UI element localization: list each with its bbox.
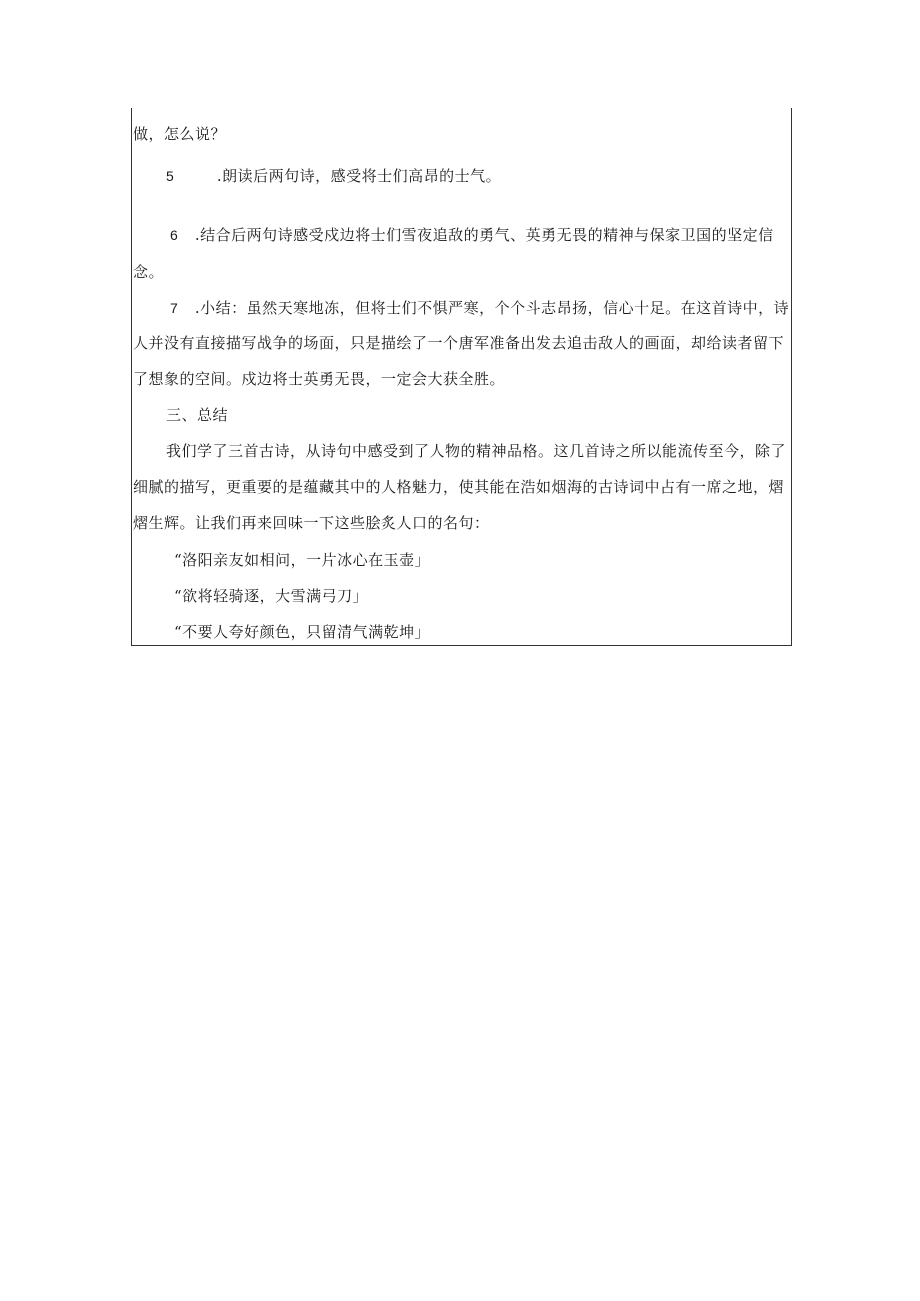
item-6 — [170, 225, 774, 245]
famous-quote-2: “欲将轻骑逐，大雪满弓刀」 — [174, 587, 369, 605]
summary-paragraph-line-1: 我们学了三首古诗，从诗句中感受到了人物的精神品格。这几首诗之所以能流传至今，除了 — [166, 442, 787, 460]
famous-quote-1: “洛阳亲友如相问，一片冰心在玉壶」 — [174, 551, 431, 569]
item-5-number: 5 — [166, 168, 175, 184]
item-6-number: 6 — [170, 227, 179, 243]
summary-paragraph-line-2: 细腻的描写，更重要的是蕴藏其中的人格魅力，使其能在浩如烟海的古诗词中占有一席之地，熠 — [133, 478, 785, 496]
summary-paragraph-line-3: 熠生辉。让我们再来回味一下这些脍炙人口的名句： — [133, 514, 490, 532]
item-6-text: .结合后两句诗感受戍边将士们雪夜追敌的勇气、英勇无畏的精神与保家卫国的坚定信 — [194, 226, 774, 244]
item-7-text: .小结：虽然天寒地冻，但将士们不惧严寒，个个斗志昂扬，信心十足。在这首诗中，诗 — [194, 299, 790, 317]
item-5-text: .朗读后两句诗，感受将士们高昂的士气。 — [216, 167, 502, 185]
section-heading-summary: 三、总结 — [166, 406, 229, 424]
item-7-continued-1: 人并没有直接描写战争的场面，只是描绘了一个唐军准备出发去追击敌人的画面，却给读者留下 — [133, 334, 785, 352]
famous-quote-3: “不要人夸好颜色，只留清气满乾坤」 — [174, 623, 431, 641]
item-7-number: 7 — [170, 300, 179, 316]
item-6-continued: 念。 — [133, 263, 165, 281]
item-7 — [170, 298, 789, 318]
item-7-continued-2: 了想象的空间。戍边将士英勇无畏，一定会大获全胜。 — [133, 370, 506, 388]
continued-question-line: 做，怎么说？ — [133, 125, 227, 143]
item-5 — [166, 166, 501, 186]
